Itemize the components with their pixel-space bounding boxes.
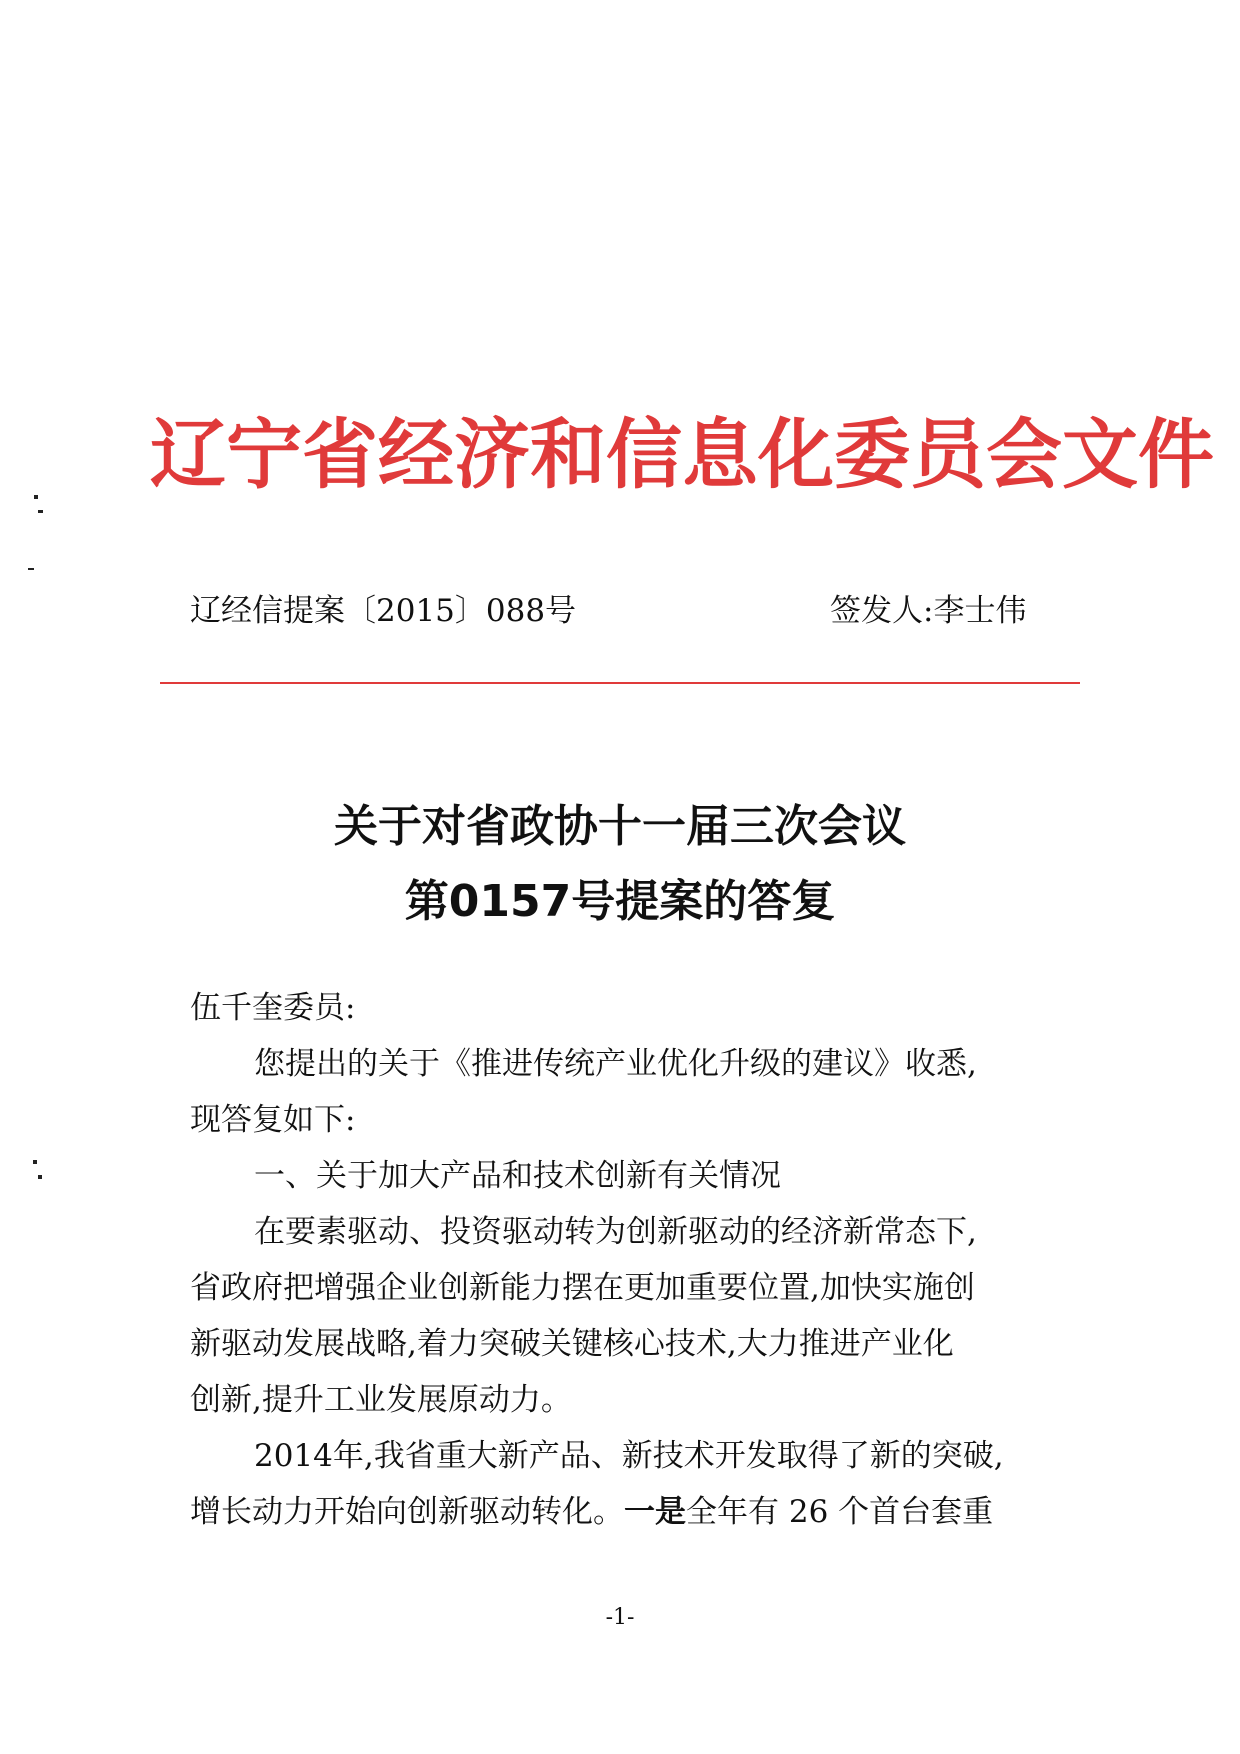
- paragraph-line: 省政府把增强企业创新能力摆在更加重要位置,加快实施创: [190, 1270, 975, 1306]
- signer: 签发人:李士伟: [830, 593, 1027, 629]
- scan-speck: [33, 1160, 37, 1164]
- intro-line: 现答复如下:: [190, 1102, 356, 1138]
- paragraph-text: 全年有 26 个首台套重: [686, 1494, 994, 1530]
- document-title-line-1: 关于对省政协十一届三次会议: [334, 801, 906, 852]
- document-number: 辽经信提案〔2015〕088号: [190, 593, 577, 629]
- issuer-title: 辽宁省经济和信息化委员会文件: [150, 410, 1214, 499]
- intro-line: 您提出的关于《推进传统产业优化升级的建议》收悉,: [254, 1046, 977, 1082]
- paragraph-line: 2014年,我省重大新产品、新技术开发取得了新的突破,: [254, 1438, 1004, 1474]
- salutation: 伍千奎委员:: [190, 990, 356, 1026]
- paragraph-text: 增长动力开始向创新驱动转化。: [190, 1494, 624, 1530]
- document-title-line-2: 第0157号提案的答复: [404, 876, 836, 927]
- section-heading: 一、关于加大产品和技术创新有关情况: [254, 1158, 781, 1194]
- paragraph-line: 新驱动发展战略,着力突破关键核心技术,大力推进产业化: [190, 1326, 954, 1362]
- document-body: [190, 980, 1050, 1540]
- page-number: -1-: [605, 1605, 635, 1630]
- emphasis-text: 一是: [624, 1494, 686, 1530]
- scan-speck: [38, 510, 43, 513]
- paragraph-line: 在要素驱动、投资驱动转为创新驱动的经济新常态下,: [254, 1214, 977, 1250]
- red-divider-line: [160, 682, 1080, 684]
- scan-speck: [38, 1175, 42, 1179]
- scan-speck: [34, 495, 38, 499]
- scan-speck: [28, 568, 34, 570]
- paragraph-line: [190, 1484, 1050, 1540]
- paragraph-line: 创新,提升工业发展原动力。: [190, 1382, 572, 1418]
